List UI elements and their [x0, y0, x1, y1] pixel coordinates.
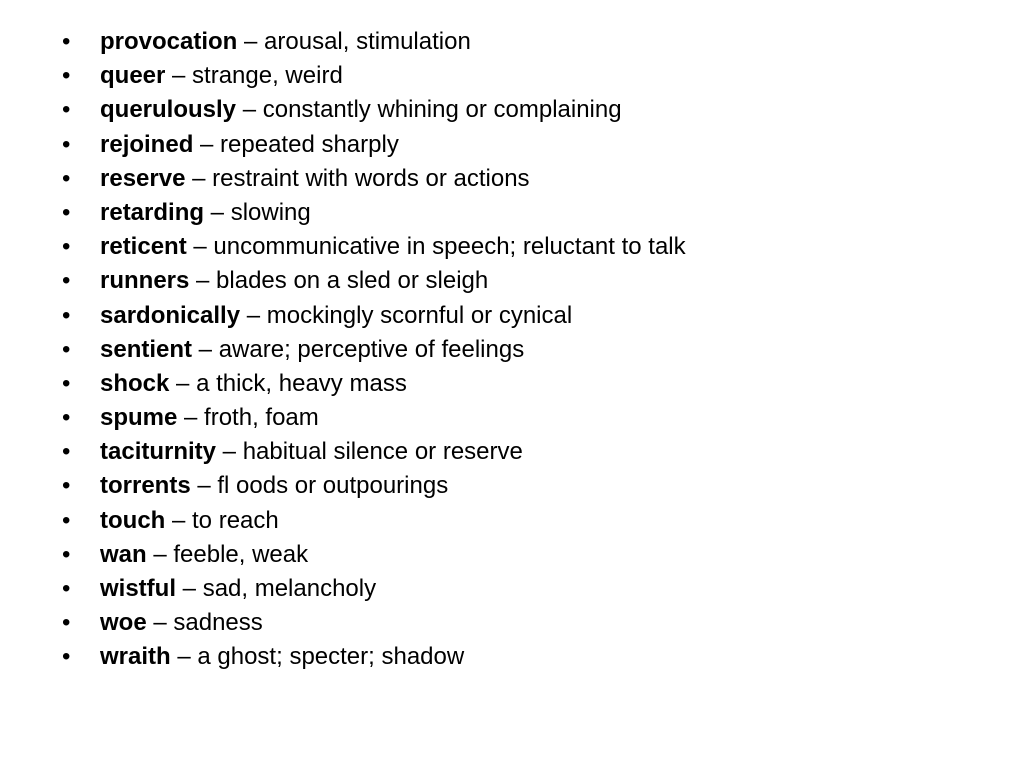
separator: – — [176, 575, 203, 602]
vocab-definition: strange, weird — [192, 62, 343, 90]
list-item — [62, 128, 1002, 162]
vocab-definition: repeated sharply — [220, 130, 399, 158]
list-item — [62, 469, 1002, 503]
list-item — [62, 504, 1002, 538]
bullet-icon: • — [62, 267, 71, 295]
list-item — [62, 196, 1002, 230]
bullet-icon: • — [62, 506, 71, 534]
bullet-icon: • — [62, 96, 71, 124]
bullet-icon: • — [62, 233, 71, 261]
vocab-definition: habitual silence or reserve — [242, 438, 523, 466]
bullet-icon: • — [62, 472, 71, 500]
entry — [100, 196, 311, 230]
entry — [100, 538, 308, 572]
bullet-icon: • — [62, 62, 71, 90]
list-item — [62, 59, 1002, 93]
bullet-icon: • — [62, 540, 71, 568]
vocab-definition: sad, melancholy — [202, 575, 377, 602]
entry — [100, 640, 464, 674]
vocab-definition: uncommunicative in speech; reluctant to talk — [213, 233, 686, 261]
vocab-term: wraith — [100, 643, 171, 671]
separator: – — [193, 130, 221, 158]
vocab-definition: constantly whining or complaining — [262, 96, 622, 124]
entry — [100, 128, 399, 162]
vocab-term: provocation — [100, 28, 238, 55]
vocab-definition: feeble, weak — [173, 540, 309, 568]
vocab-definition: froth, foam — [204, 404, 319, 432]
vocab-term: querulously — [100, 96, 237, 124]
separator: – — [189, 267, 217, 295]
separator: – — [185, 164, 213, 192]
separator: – — [165, 62, 193, 90]
vocab-definition: a thick, heavy mass — [196, 369, 407, 397]
vocab-term: runners — [100, 267, 190, 295]
separator: – — [192, 335, 219, 363]
bullet-icon: • — [62, 438, 71, 466]
vocab-term: reticent — [100, 233, 187, 261]
vocab-definition: mockingly scornful or cynical — [266, 301, 573, 329]
entry — [100, 299, 572, 333]
bullet-icon: • — [62, 369, 71, 397]
vocab-term: reserve — [100, 164, 186, 192]
separator: – — [237, 28, 265, 55]
bullet-icon: • — [62, 130, 71, 158]
vocab-term: wan — [100, 540, 147, 568]
entry — [100, 162, 530, 196]
entry — [100, 435, 523, 469]
bullet-icon: • — [62, 164, 71, 192]
vocab-term: spume — [100, 404, 178, 432]
vocab-definition: aware; perceptive of feelings — [218, 335, 525, 363]
separator: – — [204, 198, 231, 226]
vocab-definition: arousal, stimulation — [264, 28, 471, 55]
list-item — [62, 606, 1002, 640]
vocab-definition: restraint with words or actions — [212, 164, 530, 192]
separator: – — [170, 643, 198, 671]
separator: – — [236, 96, 263, 124]
separator: – — [240, 301, 267, 329]
list-item — [62, 538, 1002, 572]
vocab-definition: to reach — [192, 506, 279, 534]
entry — [100, 264, 488, 298]
vocab-term: shock — [100, 369, 170, 397]
list-item — [62, 162, 1002, 196]
separator: – — [177, 404, 205, 432]
vocab-term: touch — [100, 506, 166, 534]
vocab-term: retarding — [100, 198, 205, 226]
list-item — [62, 230, 1002, 264]
entry — [100, 333, 524, 367]
vocab-definition: fl oods or outpourings — [217, 472, 449, 500]
bullet-icon: • — [62, 301, 71, 329]
vocab-term: sentient — [100, 335, 193, 363]
entry — [100, 469, 448, 503]
separator: – — [146, 609, 174, 637]
bullet-icon: • — [62, 404, 71, 432]
separator: – — [146, 540, 174, 568]
separator: – — [216, 438, 243, 466]
separator: – — [169, 369, 197, 397]
entry — [100, 25, 471, 59]
vocab-term: queer — [100, 62, 166, 90]
vocabulary-list — [62, 25, 1002, 675]
list-item — [62, 299, 1002, 333]
entry — [100, 230, 686, 264]
entry — [100, 93, 622, 127]
list-item — [62, 333, 1002, 367]
bullet-icon: • — [62, 335, 71, 363]
entry — [100, 59, 343, 93]
entry — [100, 572, 376, 606]
vocab-term: woe — [100, 609, 147, 637]
vocab-term: taciturnity — [100, 438, 217, 466]
separator: – — [165, 506, 193, 534]
bullet-icon: • — [62, 198, 71, 226]
vocab-definition: sadness — [173, 609, 263, 637]
entry — [100, 504, 279, 538]
separator: – — [186, 233, 214, 261]
bullet-icon: • — [62, 643, 71, 671]
list-item — [62, 367, 1002, 401]
vocab-term: wistful — [100, 575, 176, 602]
vocab-term: rejoined — [100, 130, 194, 158]
vocab-definition: blades on a sled or sleigh — [216, 267, 489, 295]
list-item — [62, 572, 1002, 606]
vocab-term: sardonically — [100, 301, 241, 329]
vocab-definition: slowing — [230, 198, 311, 226]
bullet-icon: • — [62, 575, 71, 602]
list-item — [62, 264, 1002, 298]
separator: – — [190, 472, 218, 500]
bullet-icon: • — [62, 28, 71, 55]
entry — [100, 401, 319, 435]
list-item — [62, 25, 1002, 59]
bullet-icon: • — [62, 609, 71, 637]
list-item — [62, 435, 1002, 469]
entry — [100, 367, 407, 401]
list-item — [62, 640, 1002, 674]
list-item — [62, 93, 1002, 127]
vocab-term: torrents — [100, 472, 191, 500]
list-item — [62, 401, 1002, 435]
vocab-definition: a ghost; specter; shadow — [197, 643, 465, 671]
entry — [100, 606, 263, 640]
